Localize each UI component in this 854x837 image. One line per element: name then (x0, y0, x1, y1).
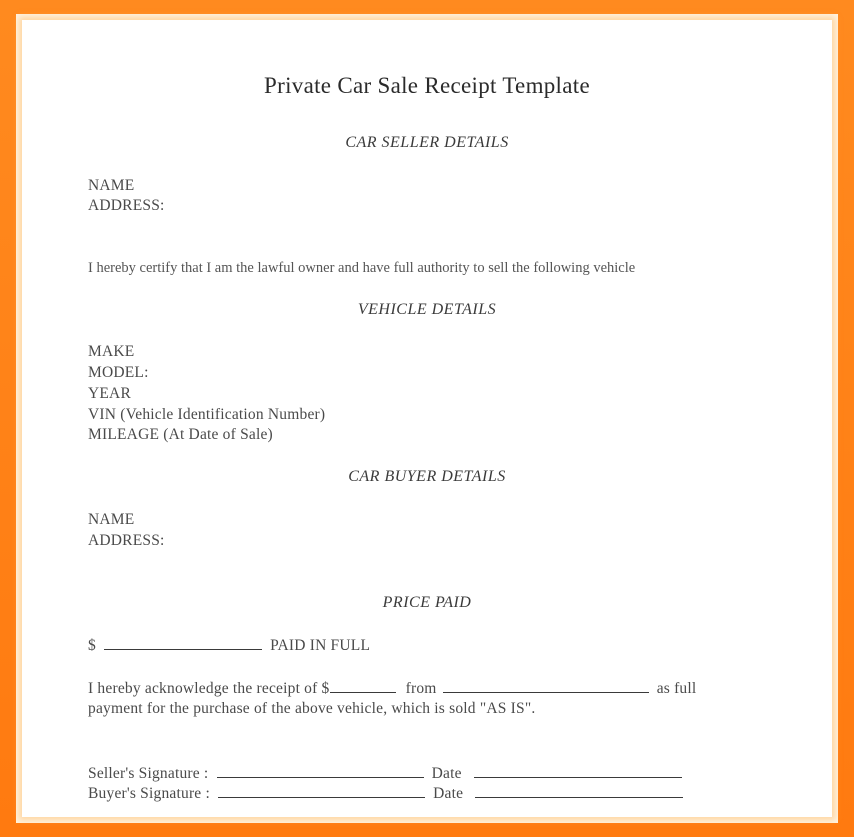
seller-address-label: ADDRESS: (88, 197, 165, 214)
price-paid-row (88, 637, 370, 654)
buyer-name-label: NAME (88, 511, 135, 528)
seller-name-label: NAME (88, 177, 135, 194)
seller-signature-line[interactable] (217, 765, 424, 778)
seller-section-heading: CAR SELLER DETAILS (345, 134, 509, 151)
acknowledge-prefix: I hereby acknowledge the receipt of $ (88, 680, 330, 697)
buyer-date-label: Date (433, 785, 464, 802)
seller-signature-label: Seller's Signature : (88, 765, 209, 782)
document-title: Private Car Sale Receipt Template (264, 73, 590, 98)
certify-statement: I hereby certify that I am the lawful owner and have full authority to sell the following vehicle (88, 260, 636, 276)
acknowledge-row (88, 680, 696, 697)
seller-date-line[interactable] (474, 765, 682, 778)
buyer-address-label: ADDRESS: (88, 532, 165, 549)
vehicle-vin-label: VIN (Vehicle Identification Number) (88, 406, 326, 423)
acknowledge-from-label: from (405, 680, 437, 697)
vehicle-mileage-label: MILEAGE (At Date of Sale) (88, 426, 273, 443)
acknowledge-line-2: payment for the purchase of the above vehicle, which is sold "AS IS". (88, 700, 536, 717)
buyer-date-line[interactable] (475, 785, 683, 798)
vehicle-model-label: MODEL: (88, 364, 149, 381)
amount-blank-line[interactable] (104, 637, 262, 650)
acknowledge-from-line[interactable] (443, 680, 649, 693)
price-section-heading: PRICE PAID (382, 594, 472, 611)
seller-date-label: Date (431, 765, 462, 782)
seller-signature-row (88, 765, 682, 782)
buyer-section-heading: CAR BUYER DETAILS (348, 468, 506, 485)
vehicle-make-label: MAKE (88, 343, 135, 360)
receipt-sheet (22, 20, 832, 817)
currency-symbol: $ (88, 637, 96, 654)
paid-in-full-label: PAID IN FULL (270, 637, 371, 654)
buyer-signature-line[interactable] (218, 785, 425, 798)
acknowledge-amount-line[interactable] (330, 680, 396, 693)
buyer-signature-label: Buyer's Signature : (88, 785, 210, 802)
frame-inner-glow (16, 14, 838, 823)
buyer-signature-row (88, 785, 683, 802)
vehicle-year-label: YEAR (88, 385, 131, 402)
acknowledge-as-full-label: as full (656, 680, 697, 697)
vehicle-section-heading: VEHICLE DETAILS (357, 301, 497, 318)
